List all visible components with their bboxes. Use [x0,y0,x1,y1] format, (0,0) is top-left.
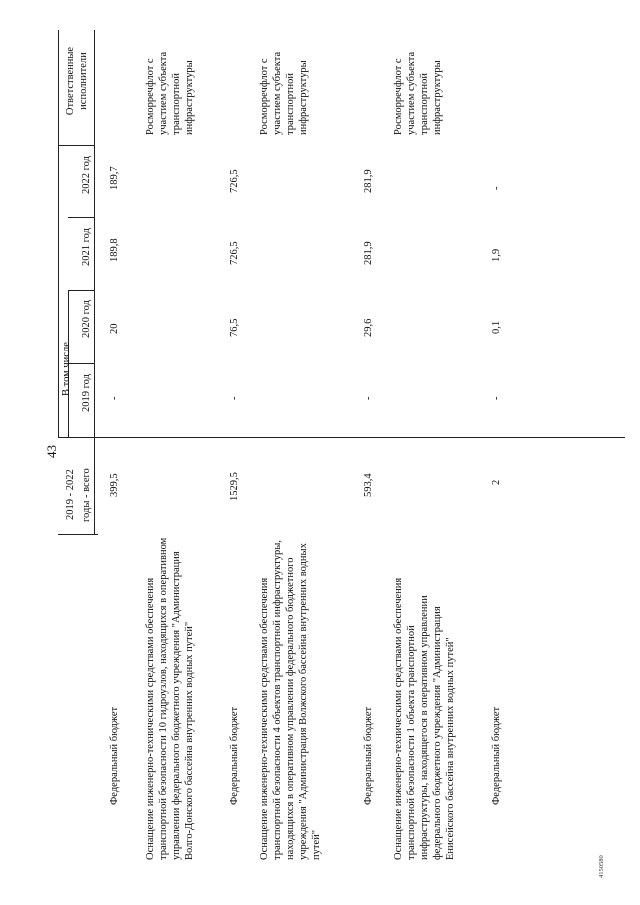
header-2021: 2021 год [81,228,92,266]
row3-2019: - [229,396,240,400]
sep-2021-2022 [68,217,94,218]
sep-2022-resp [58,145,94,146]
row2-responsible: Росморречфлот с участием субъекта транспортной инфраструктуры [145,51,195,135]
row3-2021: 726,5 [229,241,240,265]
row7-label: Федеральный бюджет [491,706,502,805]
footer-code: 4150580 [598,855,605,878]
row6-description: Оснащение инженерно-техническими средствами обеспечения транспортной безопасности 1 объекта транспортной инфраструктуры, находящегося в оперативном управлении федерального бюджетного учреждения "Администрация Енисейского бассейна внутренних водных путей" [393,577,456,860]
row5-2021: 281,9 [363,241,374,265]
row1-2022: 189,7 [109,166,120,190]
row5-2020: 29,6 [363,318,374,337]
row5-label: Федеральный бюджет [363,706,374,805]
row4-responsible: Росморречфлот с участием субъекта транспортной инфраструктуры [259,51,309,135]
header-including: В том числе [61,342,72,396]
row7-2021: 1,9 [491,248,502,262]
sep-2020-2021 [68,290,94,291]
row5-2019: - [363,396,374,400]
row7-2020: 0,1 [491,320,502,334]
row5-2022: 281,9 [363,169,374,193]
total-col-left-rule [58,534,98,535]
row1-label: Федеральный бюджет [109,706,120,805]
row1-2019: - [109,396,120,400]
header-outer-rule [58,30,59,437]
row3-total: 1529,5 [229,472,240,501]
row7-total: 2 [491,479,502,485]
header-total-label: годы - всего [81,468,92,522]
row6-responsible: Росморречфлот с участием субъекта транспортной инфраструктуры [393,51,443,135]
row5-total: 593,4 [363,473,374,497]
row1-2020: 20 [109,323,120,334]
header-bottom-rule [94,30,95,534]
header-2022: 2022 год [81,156,92,194]
header-2020: 2020 год [81,300,92,338]
header-top-rule [58,437,625,438]
page-number: 43 [44,445,59,458]
header-responsible: Ответственные исполнители [65,46,89,116]
row3-label: Федеральный бюджет [229,706,240,805]
row3-2020: 76,5 [229,318,240,337]
row1-total: 399,5 [109,473,120,497]
row7-2022: - [491,186,502,190]
row2-description: Оснащение инженерно-техническими средствами обеспечения транспортной безопасности 10 гидроузлов, находящихся в оперативном управлении федерального бюджетного учреждения "Администрация Волго-Донского бассейна внутренних водных путей" [145,537,195,860]
row4-description: Оснащение инженерно-техническими средствами обеспечения транспортной безопасности 4 объектов транспортной инфраструктуры, находящихся в оперативном управлении федерального бюджетного учреждения "Администрация Волжского бассейна внутренних водных путей" [259,540,322,860]
header-total-period: 2019 - 2022 [65,469,76,520]
header-2019: 2019 год [81,374,92,412]
row7-2019: - [491,396,502,400]
row1-2021: 189,8 [109,238,120,262]
row3-2022: 726,5 [229,169,240,193]
